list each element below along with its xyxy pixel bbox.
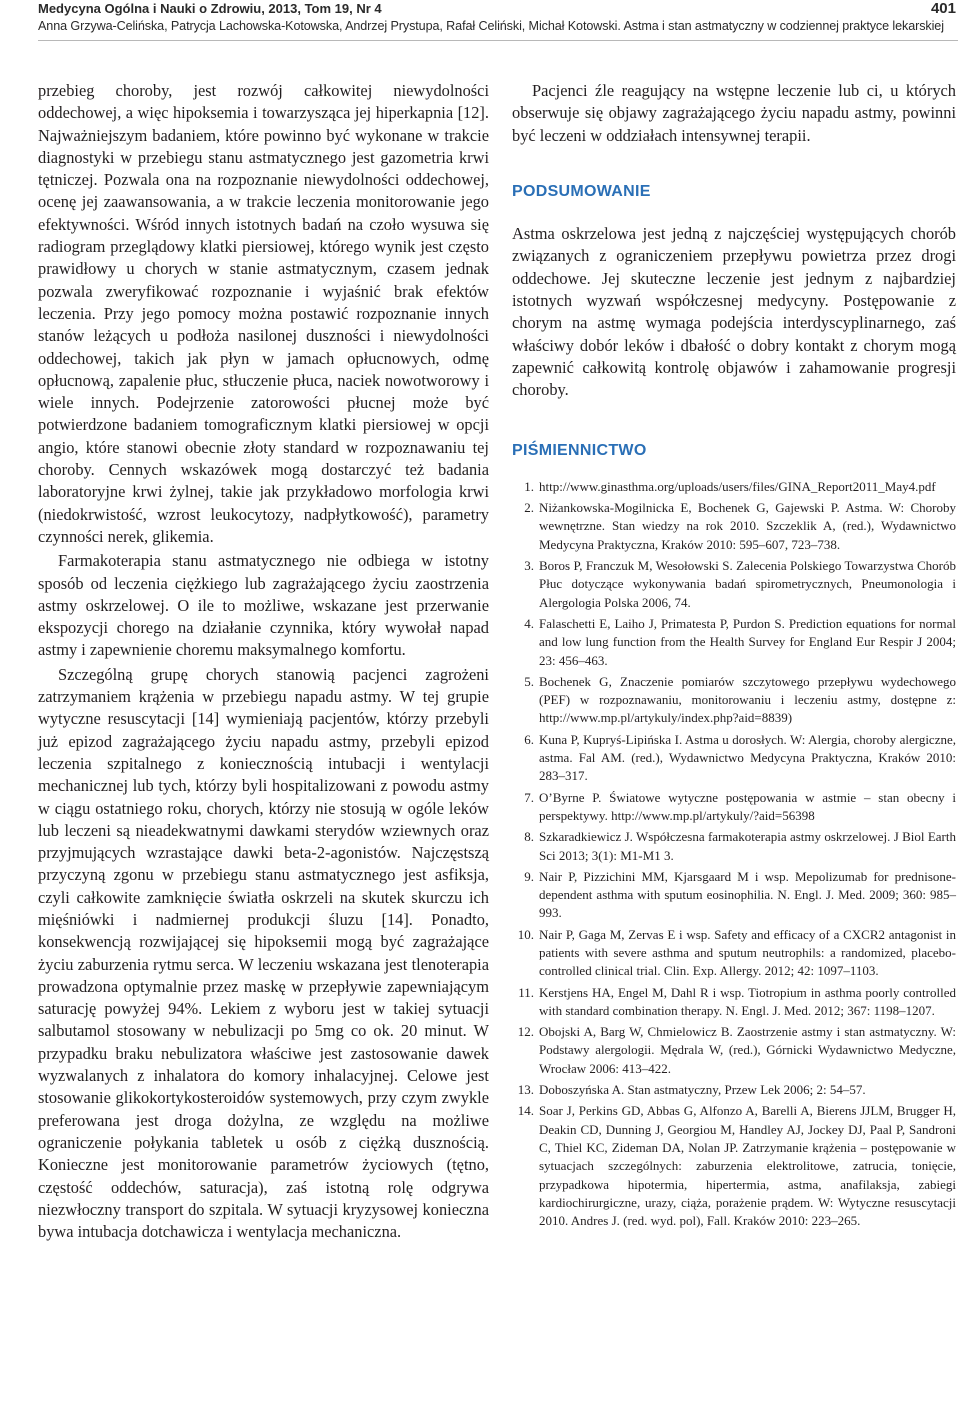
reference-number: 2.: [524, 500, 534, 516]
reference-number: 8.: [524, 829, 534, 845]
reference-text: Kuna P, Kupryś-Lipińska I. Astma u dorosłych. W: Alergia, choroby alergiczne, astma. Fal AM. (red.), Wydawnictwo Medycyna Praktyczna, Kraków 2010: 283–317.: [539, 731, 956, 784]
body-paragraph: Farmakoterapia stanu astmatycznego nie odbiega w istotny sposób od leczenia ciężkiego lub zagrażającego życiu zaostrzenia astmy oskrzelowej. O ile to możliwe, wskazane jest przerwanie ekspozycji chorego na działanie czynnika, który wywołał napad astmy i zapewnienie choremu maksymalnego komfortu.: [38, 551, 489, 660]
reference-item: [512, 731, 956, 786]
reference-item: [512, 868, 956, 923]
left-column: [38, 80, 489, 1243]
body-paragraph: przebieg choroby, jest rozwój całkowitej niewydolności oddechowej, a więc hipoksemia i towarzysząca jej hiperkapnia [12]. Najważniejszym badaniem, które powinno być wykonane w trakcie diagnostyki w przebiegu stanu astmatycznego jest gazometria krwi tętniczej. Pozwala ona na rozpoznanie niewydolności oddechowej, ocenę jej zaawansowania, a w trakcie leczenia monitorowanie jego efektywności. Wśród innych istotnych badań na czoło wysuwa się radiogram przeglądowy klatki piersiowej, którego wynik jest często prawidłowy u chorych w stanie astmatycznym, czasem jednak pozwala zweryfikować rozpoznanie i wyjaśnić brak efektów leczenia. Przy jego pomocy można postawić rozpoznanie innych stanów leżących u podłoża nasilonej duszności i niewydolności oddechowej, takich jak płyn w jamach opłucnowych, odmę opłucnową, zapalenie płuc, stłuczenie płuca, naciek nowotworowy i wiele innych. Podejrzenie zatorowości płucnej może być potwierdzone badaniem tomograficznym klatki piersiowej w opcji angio, które stanowi obecnie złoty standard w rozpoznawaniu tej choroby. Cennych wskazówek mogą dostarczyć też badania laboratoryjne krwi żylnej, takie jak przykładowo morfologia krwi (niedokrwistość, wzrost leukocytozy, nadpłytkowość), parametry czynności nerek, glikemia.: [38, 81, 489, 546]
summary-heading: PODSUMOWANIE: [512, 182, 651, 200]
page-number: 401: [930, 0, 956, 17]
reference-number: 5.: [524, 673, 534, 689]
reference-item: [512, 984, 956, 1021]
reference-text: Obojski A, Barg W, Chmielowicz B. Zaostrzenie astmy i stan astmatyczny. W: Podstawy alergologii. Mędrala W, (red.), Górnicki Wydawnictwo Medyczne, Wrocław 2006: 413–422.: [539, 1024, 956, 1076]
reference-text: Bochenek G, Znaczenie pomiarów szczytowego przepływu wydechowego (PEF) w rozpoznawaniu, monitorowaniu i leczeniu astmy, dostępne z: http://www.mp.pl/artykuly/index.php?aid=8839): [539, 673, 956, 726]
reference-text: Soar J, Perkins GD, Abbas G, Alfonzo A, Barelli A, Bierens JJLM, Brugger H, Deakin CD, Dunning J, Georgiou M, Handley AJ, Jockey DJ, Paal P, Sandroni C, Thiel KC, Zideman DA, Nolan JP. Zatrzymanie krążenia – postępowanie w sytuacjach szczególnych: zaburzenia elektrolitowe, zatrucia, tonięcie, przypadkowa hipotermia, hipertermia, astma, anafilaksja, zabiegi kardiochirurgiczne, urazy, ciąża, porażenie prądem. W: Wytyczne resuscytacji 2010. Andres J. (red. wyd. pol), Fall. Kraków 2010: 223–265.: [539, 1103, 956, 1229]
reference-item: [512, 1102, 956, 1230]
running-header: [38, 0, 956, 33]
reference-item: [512, 673, 956, 728]
reference-item: [512, 1023, 956, 1078]
reference-item: [512, 828, 956, 865]
reference-text: http://www.ginasthma.org/uploads/users/files/GINA_Report2011_May4.pdf: [539, 478, 936, 494]
reference-number: 13.: [517, 1082, 534, 1098]
reference-item: [512, 499, 956, 554]
reference-text: Kerstjens HA, Engel M, Dahl R i wsp. Tiotropium in asthma poorly controlled with standard combination therapy. N. Engl. J. Med. 2012; 367: 1198–1207.: [539, 984, 956, 1018]
right-column: [512, 80, 956, 1233]
reference-number: 1.: [524, 478, 534, 494]
reference-item: [512, 1081, 956, 1099]
reference-text: Niżankowska-Mogilnicka E, Bochenek G, Gajewski P. Astma. W: Choroby wewnętrzne. Stan wiedzy na rok 2010. Szczeklik A, (red.), Wydawnictwo Medycyna Praktyczna, Kraków 2010: 595–607, 723–738.: [539, 500, 956, 552]
body-paragraph: Szczególną grupę chorych stanowią pacjenci zagrożeni zatrzymaniem krążenia w przebiegu napadu astmy. W tej grupie wytyczne resuscytacji [14] wymieniają pacjentów, którzy przebyli już epizod zagrażającego życiu napadu astmy, przebyli epizod leczenia szpitalnego z koniecznością intubacji i wentylacji mechanicznej lub tych, którzy byli hospitalizowani z powodu astmy w ciągu ostatniego roku, chorych, którzy nie stosują w ogóle leków lub leczeni są nieadekwatnymi dawkami sterydów wziewnych oraz przyjmujących wzrastające dawki beta-2-agonistów. Najczęstszą przyczyną zgonu w przebiegu stanu astmatycznego jest asfiksja, czyli całkowite zamknięcie światła oskrzeli na skutek skurczu ich mięśniówki i nadmiernej produkcji śluzu [14]. Ponadto, konsekwencją rozwijającej się hipoksemii mogą być zagrażające życiu zaburzenia rytmu serca. W leczeniu wskazana jest tlenoterapia prowadzona optymalnie przez maskę w przepływie zapewniającym saturację powyżej 94%. Lekiem z wyboru jest w takiej sytuacji salbutamol stosowany w nebulizacji po 5mg co ok. 20 minut. W przypadku braku nebulizatora właściwe jest zastosowanie dawek wyzwalanych z inhalatora do komory inhalacyjnej. Celowe jest stosowanie glikokortykosteroidów systemowych, przy czym zwykle preferowana jest droga dożylna, ze względu na możliwe ograniczenie połykania tabletek u osób z ciężką dusznością. Konieczne jest monitorowanie parametrów życiowych (tętno, częstość oddechów, saturacja), zaś istotną rolę odgrywa niezwłoczny transport do szpitala. W sytuacji kryzysowej konieczna bywa intubacja dotchawicza i wentylacja mechaniczna.: [38, 664, 489, 1242]
reference-text: O’Byrne P. Światowe wytyczne postępowania w astmie – stan obecny i perspektywy. http://www.mp.pl/artykuly/?aid=56398: [539, 789, 956, 823]
reference-text: Nair P, Gaga M, Zervas E i wsp. Safety and efficacy of a CXCR2 antagonist in patients with severe asthma and sputum neutrophils: a randomized, placebo-controlled clinical trial. Clin. Exp. Allergy. 2012; 42: 1097–1103.: [539, 926, 956, 979]
journal-title: Medycyna Ogólna i Nauki o Zdrowiu, 2013, Tom 19, Nr 4: [38, 1, 382, 16]
reference-text: Boros P, Franczuk M, Wesołowski S. Zalecenia Polskiego Towarzystwa Chorób Płuc dotyczące wykonywania badań spirometrycznych, Pneumonologia i Alergologia Polska 2006, 74.: [539, 558, 956, 610]
reference-number: 6.: [524, 731, 534, 747]
reference-text: Nair P, Pizzichini MM, Kjarsgaard M i wsp. Mepolizumab for prednisone-dependent asthma with sputum eosinophilia. N. Engl. J. Med. 2009; 360: 985–993.: [539, 868, 956, 921]
reference-number: 3.: [524, 558, 534, 574]
reference-number: 11.: [518, 984, 534, 1000]
references-heading: PIŚMIENNICTWO: [512, 441, 647, 459]
reference-text: Falaschetti E, Laiho J, Primatesta P, Purdon S. Prediction equations for normal and low lung function from the Health Survey for England Eur Respir J 2004; 23: 456–463.: [539, 615, 956, 668]
reference-number: 14.: [517, 1103, 534, 1119]
journal-line: [38, 0, 956, 18]
reference-text: Doboszyńska A. Stan astmatyczny, Przew Lek 2006; 2: 54–57.: [539, 1082, 866, 1098]
summary-paragraph: Astma oskrzelowa jest jedną z najczęściej występujących chorób związanych z ograniczeniem przepływu powietrza przez drogi oddechowe. Jej skuteczne leczenie jest jednym z najbardziej istotnych wyzwań współczesnej medycyny. Postępowanie z chorym na astmę wymaga podejścia interdyscyplinarnego, zaś właściwy dobór leków i dbałość o dobry kontakt z chorym mogą zapewnić całkowitą kontrolę objawów i zahamowanie progresji choroby.: [512, 224, 956, 400]
reference-item: [512, 926, 956, 981]
reference-item: [512, 789, 956, 826]
reference-item: [512, 557, 956, 612]
body-paragraph: Pacjenci źle reagujący na wstępne leczenie lub ci, u których obserwuje się objawy zagrażającego życiu napadu astmy, powinni być leczeni w oddziałach intensywnej terapii.: [512, 81, 956, 145]
reference-number: 4.: [524, 615, 534, 631]
reference-number: 9.: [524, 868, 534, 884]
reference-number: 7.: [524, 789, 534, 805]
reference-number: 12.: [517, 1024, 534, 1040]
reference-text: Szkaradkiewicz J. Współczesna farmakoterapia astmy oskrzelowej. J Biol Earth Sci 2013; 3(1): M1-M1 3.: [539, 829, 956, 863]
references-list: [512, 478, 956, 1231]
header-divider: [38, 40, 958, 41]
reference-number: 10.: [517, 926, 534, 942]
reference-item: [512, 615, 956, 670]
reference-item: [512, 478, 956, 496]
authors-and-title: Anna Grzywa-Celińska, Patrycja Lachowska-Kotowska, Andrzej Prystupa, Rafał Celiński, Michał Kotowski. Astma i stan astmatyczny w codziennej praktyce lekarskiej: [38, 19, 944, 33]
